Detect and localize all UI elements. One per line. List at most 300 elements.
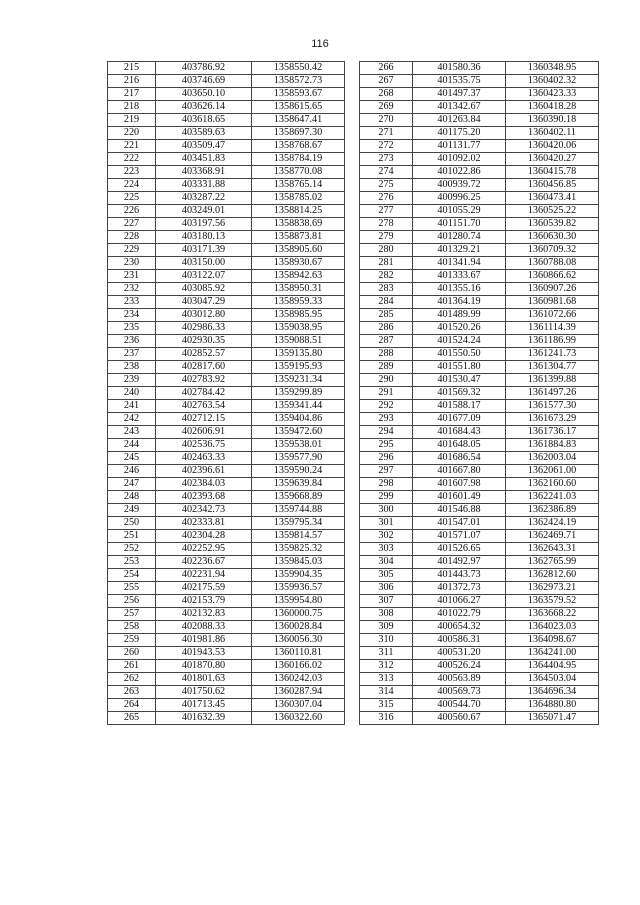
point-number-cell: 221 bbox=[108, 140, 156, 153]
x-coordinate-cell: 401151.70 bbox=[413, 218, 506, 231]
table-row bbox=[360, 556, 599, 569]
y-coordinate-cell: 1364696.34 bbox=[506, 686, 599, 699]
point-number-cell: 236 bbox=[108, 335, 156, 348]
x-coordinate-cell: 401263.84 bbox=[413, 114, 506, 127]
table-row bbox=[360, 270, 599, 283]
x-coordinate-cell: 403331.88 bbox=[156, 179, 252, 192]
y-coordinate-cell: 1360390.18 bbox=[506, 114, 599, 127]
point-number-cell: 309 bbox=[360, 621, 413, 634]
x-coordinate-cell: 401131.77 bbox=[413, 140, 506, 153]
x-coordinate-cell: 401364.19 bbox=[413, 296, 506, 309]
x-coordinate-cell: 402333.81 bbox=[156, 517, 252, 530]
y-coordinate-cell: 1361241.73 bbox=[506, 348, 599, 361]
table-row bbox=[360, 348, 599, 361]
table-row bbox=[360, 62, 599, 75]
table-row bbox=[360, 88, 599, 101]
table-row bbox=[360, 478, 599, 491]
y-coordinate-cell: 1359744.88 bbox=[252, 504, 345, 517]
point-number-cell: 270 bbox=[360, 114, 413, 127]
x-coordinate-cell: 401526.65 bbox=[413, 543, 506, 556]
point-number-cell: 282 bbox=[360, 270, 413, 283]
point-number-cell: 293 bbox=[360, 413, 413, 426]
y-coordinate-cell: 1359231.34 bbox=[252, 374, 345, 387]
point-number-cell: 224 bbox=[108, 179, 156, 192]
table-row bbox=[360, 426, 599, 439]
table-row bbox=[360, 452, 599, 465]
point-number-cell: 247 bbox=[108, 478, 156, 491]
x-coordinate-cell: 400526.24 bbox=[413, 660, 506, 673]
x-coordinate-cell: 402396.61 bbox=[156, 465, 252, 478]
table-row bbox=[108, 309, 345, 322]
point-number-cell: 305 bbox=[360, 569, 413, 582]
x-coordinate-cell: 403589.63 bbox=[156, 127, 252, 140]
point-number-cell: 216 bbox=[108, 75, 156, 88]
y-coordinate-cell: 1360709.32 bbox=[506, 244, 599, 257]
point-number-cell: 252 bbox=[108, 543, 156, 556]
table-row bbox=[108, 491, 345, 504]
y-coordinate-cell: 1359538.01 bbox=[252, 439, 345, 452]
x-coordinate-cell: 403746.69 bbox=[156, 75, 252, 88]
x-coordinate-cell: 401355.16 bbox=[413, 283, 506, 296]
x-coordinate-cell: 401497.37 bbox=[413, 88, 506, 101]
y-coordinate-cell: 1359814.57 bbox=[252, 530, 345, 543]
x-coordinate-cell: 401648.05 bbox=[413, 439, 506, 452]
table-row bbox=[108, 647, 345, 660]
table-row bbox=[108, 686, 345, 699]
coordinates-table-right bbox=[359, 61, 599, 725]
coordinates-table-right-body bbox=[360, 62, 599, 725]
x-coordinate-cell: 401547.01 bbox=[413, 517, 506, 530]
table-row bbox=[360, 283, 599, 296]
table-row bbox=[108, 439, 345, 452]
table-row bbox=[108, 608, 345, 621]
x-coordinate-cell: 403171.39 bbox=[156, 244, 252, 257]
x-coordinate-cell: 402817.60 bbox=[156, 361, 252, 374]
y-coordinate-cell: 1361399.88 bbox=[506, 374, 599, 387]
table-row bbox=[360, 322, 599, 335]
x-coordinate-cell: 401569.32 bbox=[413, 387, 506, 400]
y-coordinate-cell: 1359668.89 bbox=[252, 491, 345, 504]
x-coordinate-cell: 402175.59 bbox=[156, 582, 252, 595]
point-number-cell: 227 bbox=[108, 218, 156, 231]
point-number-cell: 219 bbox=[108, 114, 156, 127]
y-coordinate-cell: 1358930.67 bbox=[252, 257, 345, 270]
y-coordinate-cell: 1360242.03 bbox=[252, 673, 345, 686]
y-coordinate-cell: 1361186.99 bbox=[506, 335, 599, 348]
point-number-cell: 233 bbox=[108, 296, 156, 309]
y-coordinate-cell: 1358615.65 bbox=[252, 101, 345, 114]
table-row bbox=[108, 712, 345, 725]
point-number-cell: 238 bbox=[108, 361, 156, 374]
x-coordinate-cell: 401092.02 bbox=[413, 153, 506, 166]
table-row bbox=[108, 478, 345, 491]
point-number-cell: 287 bbox=[360, 335, 413, 348]
table-row bbox=[108, 114, 345, 127]
table-row bbox=[108, 257, 345, 270]
point-number-cell: 315 bbox=[360, 699, 413, 712]
table-row bbox=[108, 218, 345, 231]
y-coordinate-cell: 1360322.60 bbox=[252, 712, 345, 725]
y-coordinate-cell: 1358647.41 bbox=[252, 114, 345, 127]
y-coordinate-cell: 1364404.95 bbox=[506, 660, 599, 673]
table-row bbox=[360, 387, 599, 400]
point-number-cell: 271 bbox=[360, 127, 413, 140]
point-number-cell: 253 bbox=[108, 556, 156, 569]
point-number-cell: 257 bbox=[108, 608, 156, 621]
point-number-cell: 301 bbox=[360, 517, 413, 530]
table-row bbox=[108, 361, 345, 374]
point-number-cell: 290 bbox=[360, 374, 413, 387]
table-row bbox=[360, 465, 599, 478]
y-coordinate-cell: 1358572.73 bbox=[252, 75, 345, 88]
y-coordinate-cell: 1360287.94 bbox=[252, 686, 345, 699]
table-row bbox=[360, 582, 599, 595]
y-coordinate-cell: 1358785.02 bbox=[252, 192, 345, 205]
y-coordinate-cell: 1362812.60 bbox=[506, 569, 599, 582]
x-coordinate-cell: 402763.54 bbox=[156, 400, 252, 413]
x-coordinate-cell: 402252.95 bbox=[156, 543, 252, 556]
x-coordinate-cell: 402236.67 bbox=[156, 556, 252, 569]
x-coordinate-cell: 401066.27 bbox=[413, 595, 506, 608]
y-coordinate-cell: 1359088.51 bbox=[252, 335, 345, 348]
point-number-cell: 263 bbox=[108, 686, 156, 699]
x-coordinate-cell: 401571.07 bbox=[413, 530, 506, 543]
x-coordinate-cell: 401333.67 bbox=[413, 270, 506, 283]
point-number-cell: 299 bbox=[360, 491, 413, 504]
x-coordinate-cell: 400563.89 bbox=[413, 673, 506, 686]
x-coordinate-cell: 401981.86 bbox=[156, 634, 252, 647]
point-number-cell: 313 bbox=[360, 673, 413, 686]
table-row bbox=[108, 582, 345, 595]
table-row bbox=[108, 166, 345, 179]
y-coordinate-cell: 1360348.95 bbox=[506, 62, 599, 75]
x-coordinate-cell: 401550.50 bbox=[413, 348, 506, 361]
x-coordinate-cell: 402231.94 bbox=[156, 569, 252, 582]
point-number-cell: 297 bbox=[360, 465, 413, 478]
x-coordinate-cell: 402536.75 bbox=[156, 439, 252, 452]
x-coordinate-cell: 401520.26 bbox=[413, 322, 506, 335]
point-number-cell: 303 bbox=[360, 543, 413, 556]
x-coordinate-cell: 401588.17 bbox=[413, 400, 506, 413]
table-row bbox=[108, 374, 345, 387]
y-coordinate-cell: 1360418.28 bbox=[506, 101, 599, 114]
x-coordinate-cell: 403180.13 bbox=[156, 231, 252, 244]
y-coordinate-cell: 1358985.95 bbox=[252, 309, 345, 322]
y-coordinate-cell: 1359936.57 bbox=[252, 582, 345, 595]
y-coordinate-cell: 1360420.27 bbox=[506, 153, 599, 166]
point-number-cell: 312 bbox=[360, 660, 413, 673]
table-row bbox=[360, 257, 599, 270]
table-row bbox=[108, 127, 345, 140]
y-coordinate-cell: 1360866.62 bbox=[506, 270, 599, 283]
point-number-cell: 275 bbox=[360, 179, 413, 192]
y-coordinate-cell: 1365071.47 bbox=[506, 712, 599, 725]
point-number-cell: 277 bbox=[360, 205, 413, 218]
table-row bbox=[360, 413, 599, 426]
y-coordinate-cell: 1362061.00 bbox=[506, 465, 599, 478]
x-coordinate-cell: 403085.92 bbox=[156, 283, 252, 296]
x-coordinate-cell: 400560.67 bbox=[413, 712, 506, 725]
table-row bbox=[360, 504, 599, 517]
table-row bbox=[360, 153, 599, 166]
x-coordinate-cell: 400544.70 bbox=[413, 699, 506, 712]
y-coordinate-cell: 1360630.30 bbox=[506, 231, 599, 244]
x-coordinate-cell: 402784.42 bbox=[156, 387, 252, 400]
x-coordinate-cell: 401280.74 bbox=[413, 231, 506, 244]
x-coordinate-cell: 401943.53 bbox=[156, 647, 252, 660]
y-coordinate-cell: 1362973.21 bbox=[506, 582, 599, 595]
point-number-cell: 279 bbox=[360, 231, 413, 244]
y-coordinate-cell: 1358784.19 bbox=[252, 153, 345, 166]
y-coordinate-cell: 1358950.31 bbox=[252, 283, 345, 296]
point-number-cell: 283 bbox=[360, 283, 413, 296]
y-coordinate-cell: 1358770.08 bbox=[252, 166, 345, 179]
x-coordinate-cell: 401341.94 bbox=[413, 257, 506, 270]
point-number-cell: 228 bbox=[108, 231, 156, 244]
y-coordinate-cell: 1360423.33 bbox=[506, 88, 599, 101]
table-row bbox=[108, 465, 345, 478]
x-coordinate-cell: 402153.79 bbox=[156, 595, 252, 608]
x-coordinate-cell: 403150.00 bbox=[156, 257, 252, 270]
table-row bbox=[108, 621, 345, 634]
x-coordinate-cell: 401530.47 bbox=[413, 374, 506, 387]
table-row bbox=[360, 244, 599, 257]
y-coordinate-cell: 1364880.80 bbox=[506, 699, 599, 712]
point-number-cell: 229 bbox=[108, 244, 156, 257]
point-number-cell: 273 bbox=[360, 153, 413, 166]
x-coordinate-cell: 403786.92 bbox=[156, 62, 252, 75]
table-row bbox=[108, 504, 345, 517]
point-number-cell: 248 bbox=[108, 491, 156, 504]
x-coordinate-cell: 401546.88 bbox=[413, 504, 506, 517]
y-coordinate-cell: 1361072.66 bbox=[506, 309, 599, 322]
table-row bbox=[108, 140, 345, 153]
point-number-cell: 278 bbox=[360, 218, 413, 231]
table-row bbox=[360, 127, 599, 140]
table-row bbox=[108, 452, 345, 465]
table-row bbox=[108, 153, 345, 166]
point-number-cell: 310 bbox=[360, 634, 413, 647]
point-number-cell: 296 bbox=[360, 452, 413, 465]
point-number-cell: 222 bbox=[108, 153, 156, 166]
table-row bbox=[108, 75, 345, 88]
table-row bbox=[360, 647, 599, 660]
table-row bbox=[108, 556, 345, 569]
table-row bbox=[108, 283, 345, 296]
x-coordinate-cell: 401342.67 bbox=[413, 101, 506, 114]
point-number-cell: 244 bbox=[108, 439, 156, 452]
table-row bbox=[360, 140, 599, 153]
x-coordinate-cell: 401684.43 bbox=[413, 426, 506, 439]
table-row bbox=[108, 569, 345, 582]
table-row bbox=[360, 101, 599, 114]
point-number-cell: 240 bbox=[108, 387, 156, 400]
point-number-cell: 308 bbox=[360, 608, 413, 621]
table-row bbox=[108, 387, 345, 400]
y-coordinate-cell: 1360539.82 bbox=[506, 218, 599, 231]
table-row bbox=[108, 296, 345, 309]
x-coordinate-cell: 403650.10 bbox=[156, 88, 252, 101]
point-number-cell: 232 bbox=[108, 283, 156, 296]
y-coordinate-cell: 1362160.60 bbox=[506, 478, 599, 491]
y-coordinate-cell: 1360473.41 bbox=[506, 192, 599, 205]
table-row bbox=[360, 335, 599, 348]
y-coordinate-cell: 1361304.77 bbox=[506, 361, 599, 374]
x-coordinate-cell: 402342.73 bbox=[156, 504, 252, 517]
table-row bbox=[360, 686, 599, 699]
y-coordinate-cell: 1359341.44 bbox=[252, 400, 345, 413]
point-number-cell: 231 bbox=[108, 270, 156, 283]
table-row bbox=[360, 231, 599, 244]
x-coordinate-cell: 401580.36 bbox=[413, 62, 506, 75]
y-coordinate-cell: 1362424.19 bbox=[506, 517, 599, 530]
table-row bbox=[360, 517, 599, 530]
y-coordinate-cell: 1358838.69 bbox=[252, 218, 345, 231]
point-number-cell: 311 bbox=[360, 647, 413, 660]
point-number-cell: 264 bbox=[108, 699, 156, 712]
y-coordinate-cell: 1361673.29 bbox=[506, 413, 599, 426]
y-coordinate-cell: 1360110.81 bbox=[252, 647, 345, 660]
point-number-cell: 239 bbox=[108, 374, 156, 387]
point-number-cell: 235 bbox=[108, 322, 156, 335]
x-coordinate-cell: 402304.28 bbox=[156, 530, 252, 543]
point-number-cell: 300 bbox=[360, 504, 413, 517]
y-coordinate-cell: 1360000.75 bbox=[252, 608, 345, 621]
point-number-cell: 295 bbox=[360, 439, 413, 452]
point-number-cell: 223 bbox=[108, 166, 156, 179]
y-coordinate-cell: 1358550.42 bbox=[252, 62, 345, 75]
x-coordinate-cell: 401667.80 bbox=[413, 465, 506, 478]
x-coordinate-cell: 403249.01 bbox=[156, 205, 252, 218]
x-coordinate-cell: 400939.72 bbox=[413, 179, 506, 192]
y-coordinate-cell: 1359472.60 bbox=[252, 426, 345, 439]
y-coordinate-cell: 1361577.30 bbox=[506, 400, 599, 413]
y-coordinate-cell: 1361497.26 bbox=[506, 387, 599, 400]
x-coordinate-cell: 401175.20 bbox=[413, 127, 506, 140]
point-number-cell: 256 bbox=[108, 595, 156, 608]
y-coordinate-cell: 1359795.34 bbox=[252, 517, 345, 530]
x-coordinate-cell: 402930.35 bbox=[156, 335, 252, 348]
table-row bbox=[108, 335, 345, 348]
y-coordinate-cell: 1361114.39 bbox=[506, 322, 599, 335]
x-coordinate-cell: 401492.97 bbox=[413, 556, 506, 569]
table-row bbox=[360, 309, 599, 322]
x-coordinate-cell: 403618.65 bbox=[156, 114, 252, 127]
y-coordinate-cell: 1359404.86 bbox=[252, 413, 345, 426]
point-number-cell: 307 bbox=[360, 595, 413, 608]
table-row bbox=[360, 569, 599, 582]
coordinates-table-left bbox=[107, 61, 345, 725]
y-coordinate-cell: 1364023.03 bbox=[506, 621, 599, 634]
x-coordinate-cell: 403047.29 bbox=[156, 296, 252, 309]
x-coordinate-cell: 402712.15 bbox=[156, 413, 252, 426]
point-number-cell: 260 bbox=[108, 647, 156, 660]
point-number-cell: 280 bbox=[360, 244, 413, 257]
table-row bbox=[360, 439, 599, 452]
table-row bbox=[360, 634, 599, 647]
x-coordinate-cell: 403509.47 bbox=[156, 140, 252, 153]
point-number-cell: 304 bbox=[360, 556, 413, 569]
x-coordinate-cell: 400531.20 bbox=[413, 647, 506, 660]
table-row bbox=[360, 218, 599, 231]
x-coordinate-cell: 401551.80 bbox=[413, 361, 506, 374]
y-coordinate-cell: 1360028.84 bbox=[252, 621, 345, 634]
x-coordinate-cell: 402132.83 bbox=[156, 608, 252, 621]
x-coordinate-cell: 402088.33 bbox=[156, 621, 252, 634]
y-coordinate-cell: 1364503.04 bbox=[506, 673, 599, 686]
point-number-cell: 259 bbox=[108, 634, 156, 647]
y-coordinate-cell: 1362386.89 bbox=[506, 504, 599, 517]
point-number-cell: 286 bbox=[360, 322, 413, 335]
point-number-cell: 265 bbox=[108, 712, 156, 725]
table-row bbox=[108, 660, 345, 673]
point-number-cell: 276 bbox=[360, 192, 413, 205]
point-number-cell: 249 bbox=[108, 504, 156, 517]
table-row bbox=[360, 296, 599, 309]
table-row bbox=[360, 699, 599, 712]
point-number-cell: 268 bbox=[360, 88, 413, 101]
y-coordinate-cell: 1358593.67 bbox=[252, 88, 345, 101]
x-coordinate-cell: 403368.91 bbox=[156, 166, 252, 179]
y-coordinate-cell: 1363668.22 bbox=[506, 608, 599, 621]
x-coordinate-cell: 401443.73 bbox=[413, 569, 506, 582]
point-number-cell: 261 bbox=[108, 660, 156, 673]
x-coordinate-cell: 401607.98 bbox=[413, 478, 506, 491]
x-coordinate-cell: 401601.49 bbox=[413, 491, 506, 504]
x-coordinate-cell: 401750.62 bbox=[156, 686, 252, 699]
table-row bbox=[108, 634, 345, 647]
table-row bbox=[108, 179, 345, 192]
y-coordinate-cell: 1358942.63 bbox=[252, 270, 345, 283]
x-coordinate-cell: 402852.57 bbox=[156, 348, 252, 361]
y-coordinate-cell: 1359299.89 bbox=[252, 387, 345, 400]
y-coordinate-cell: 1360907.26 bbox=[506, 283, 599, 296]
point-number-cell: 294 bbox=[360, 426, 413, 439]
point-number-cell: 243 bbox=[108, 426, 156, 439]
table-row bbox=[108, 400, 345, 413]
table-row bbox=[108, 205, 345, 218]
x-coordinate-cell: 401677.09 bbox=[413, 413, 506, 426]
x-coordinate-cell: 402384.03 bbox=[156, 478, 252, 491]
table-row bbox=[360, 621, 599, 634]
point-number-cell: 288 bbox=[360, 348, 413, 361]
x-coordinate-cell: 400996.25 bbox=[413, 192, 506, 205]
y-coordinate-cell: 1359195.93 bbox=[252, 361, 345, 374]
point-number-cell: 266 bbox=[360, 62, 413, 75]
point-number-cell: 292 bbox=[360, 400, 413, 413]
y-coordinate-cell: 1359038.95 bbox=[252, 322, 345, 335]
y-coordinate-cell: 1359577.90 bbox=[252, 452, 345, 465]
point-number-cell: 274 bbox=[360, 166, 413, 179]
table-row bbox=[108, 595, 345, 608]
y-coordinate-cell: 1362003.04 bbox=[506, 452, 599, 465]
point-number-cell: 272 bbox=[360, 140, 413, 153]
table-row bbox=[108, 322, 345, 335]
y-coordinate-cell: 1363579.52 bbox=[506, 595, 599, 608]
y-coordinate-cell: 1358959.33 bbox=[252, 296, 345, 309]
table-row bbox=[108, 231, 345, 244]
point-number-cell: 245 bbox=[108, 452, 156, 465]
table-row bbox=[108, 426, 345, 439]
x-coordinate-cell: 402463.33 bbox=[156, 452, 252, 465]
x-coordinate-cell: 403451.83 bbox=[156, 153, 252, 166]
y-coordinate-cell: 1361884.83 bbox=[506, 439, 599, 452]
x-coordinate-cell: 401686.54 bbox=[413, 452, 506, 465]
table-row bbox=[360, 75, 599, 88]
table-row bbox=[360, 361, 599, 374]
point-number-cell: 218 bbox=[108, 101, 156, 114]
point-number-cell: 255 bbox=[108, 582, 156, 595]
